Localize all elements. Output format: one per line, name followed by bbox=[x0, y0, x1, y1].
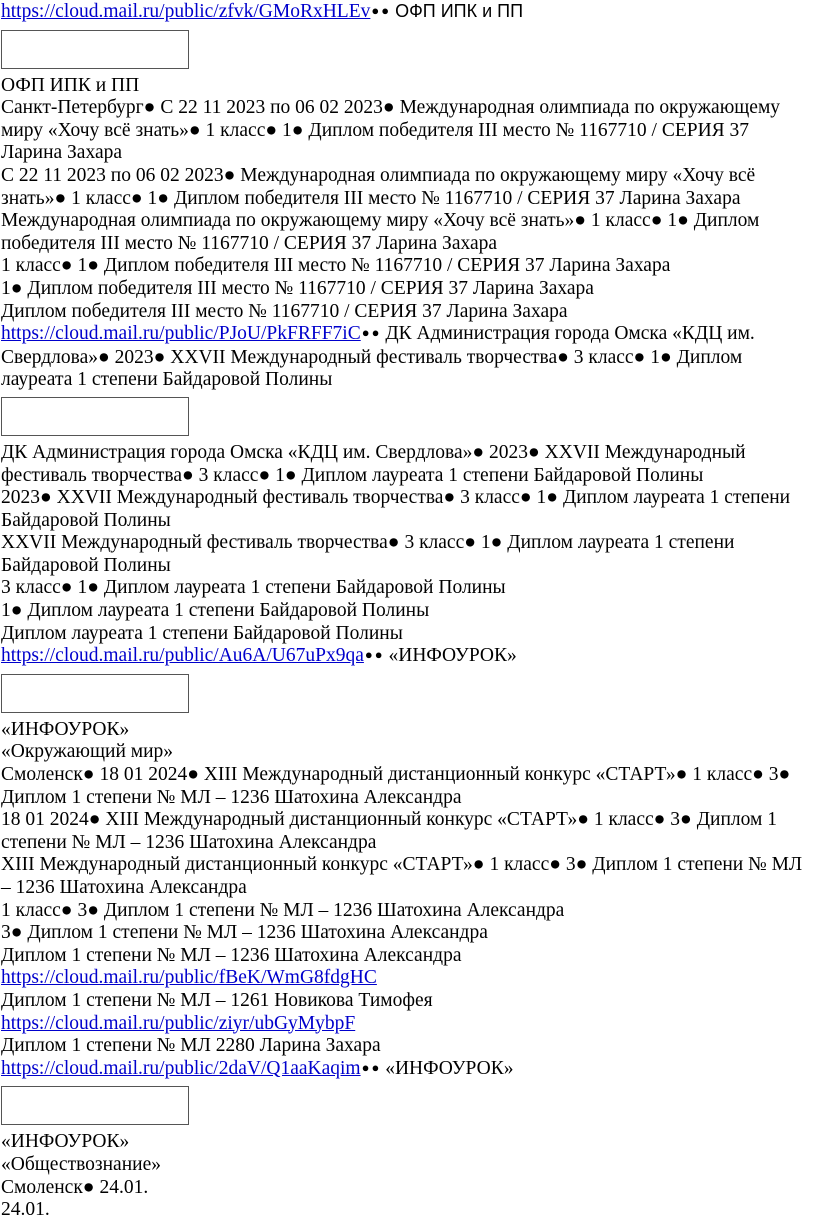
text-line: Международная олимпиада по окружающему миру «Хочу всё знать»● 1 класс● 1● Диплом победителя III место № 1167710 / СЕРИЯ 37 Ларина Захара bbox=[1, 210, 765, 254]
link-line bbox=[1, 0, 814, 25]
text-input-box[interactable] bbox=[1, 674, 189, 713]
text-input-box[interactable] bbox=[1, 1086, 189, 1125]
text-line: Диплом 1 степени № МЛ – 1261 Новикова Тимофея bbox=[1, 989, 433, 1011]
bullet-icon: ● bbox=[374, 647, 383, 663]
text-line: 24.01. bbox=[1, 1199, 50, 1221]
text-line: Санкт-Петербург● С 22 11 2023 по 06 02 2023● Международная олимпиада по окружающему миру «Хочу всё знать»● 1 класс● 1● Диплом победителя III место № 1167710 / СЕРИЯ 37 Ларина Захара bbox=[1, 97, 785, 164]
text-line: 1● Диплом лауреата 1 степени Байдаровой Полины bbox=[1, 600, 430, 622]
link-caption: «ИНФОУРОК» bbox=[383, 645, 517, 667]
link-caption: ДК Администрация города Омска «КДЦ им. Свердлова»● 2023● XXVII Международный фестиваль творчества● 3 класс● 1● Диплом лауреата 1 степени Байдаровой Полины bbox=[1, 323, 760, 391]
text-line: 2023● XXVII Международный фестиваль творчества● 3 класс● 1● Диплом лауреата 1 степени Байдаровой Полины bbox=[1, 487, 795, 531]
text-line: Диплом 1 степени № МЛ 2280 Ларина Захара bbox=[1, 1035, 381, 1057]
text-input-box[interactable] bbox=[1, 30, 189, 69]
text-line: XXVII Международный фестиваль творчества● 3 класс● 1● Диплом лауреата 1 степени Байдаровой Полины bbox=[1, 532, 740, 576]
text-line: Диплом 1 степени № МЛ – 1236 Шатохина Александра bbox=[1, 944, 462, 966]
text-line: Смоленск● 18 01 2024● XIII Международный дистанционный конкурс «СТАРТ»● 1 класс● 3● Диплом 1 степени № МЛ – 1236 Шатохина Александра bbox=[1, 764, 796, 808]
text-line: «ИНФОУРОК» bbox=[1, 718, 130, 740]
cloud-link[interactable]: https://cloud.mail.ru/public/fBeK/WmG8fdgHC bbox=[1, 967, 377, 989]
bullet-icon: ● bbox=[371, 3, 380, 18]
link-line bbox=[1, 1058, 814, 1082]
cloud-link[interactable]: https://cloud.mail.ru/public/Au6A/U67uPx9qa bbox=[1, 645, 364, 667]
text-line: Диплом лауреата 1 степени Байдаровой Полины bbox=[1, 622, 403, 644]
bullet-icon: ● bbox=[371, 1059, 380, 1075]
text-line: 3 класс● 1● Диплом лауреата 1 степени Байдаровой Полины bbox=[1, 577, 506, 599]
text-line: ДК Администрация города Омска «КДЦ им. Свердлова»● 2023● XXVII Международный фестиваль творчества● 3 класс● 1● Диплом лауреата 1 степени Байдаровой Полины bbox=[1, 441, 751, 486]
bullet-icon: ● bbox=[381, 3, 390, 18]
link-line bbox=[1, 323, 814, 392]
text-line: 1 класс● 3● Диплом 1 степени № МЛ – 1236 Шатохина Александра bbox=[1, 899, 565, 921]
text-line: «ИНФОУРОК» bbox=[1, 1131, 130, 1153]
bullet-icon: ● bbox=[364, 647, 373, 663]
text-line: Смоленск● 24.01. bbox=[1, 1176, 149, 1198]
text-line: 18 01 2024● XIII Международный дистанционный конкурс «СТАРТ»● 1 класс● 3● Диплом 1 степени № МЛ – 1236 Шатохина Александра bbox=[1, 809, 782, 853]
link-line bbox=[1, 1013, 814, 1036]
text-line: 1● Диплом победителя III место № 1167710 / СЕРИЯ 37 Ларина Захара bbox=[1, 277, 594, 299]
text-line: 1 класс● 1● Диплом победителя III место № 1167710 / СЕРИЯ 37 Ларина Захара bbox=[1, 255, 671, 277]
link-caption: ОФП ИПК и ПП bbox=[390, 1, 524, 21]
text-line: XIII Международный дистанционный конкурс «СТАРТ»● 1 класс● 3● Диплом 1 степени № МЛ – 1236 Шатохина Александра bbox=[1, 854, 808, 898]
cloud-link[interactable]: https://cloud.mail.ru/public/ziyr/ubGyMybpF bbox=[1, 1012, 356, 1034]
link-line bbox=[1, 645, 814, 669]
text-line: «Окружающий мир» bbox=[1, 741, 174, 763]
bullet-icon: ● bbox=[371, 325, 380, 341]
text-line: «Обществознание» bbox=[1, 1153, 161, 1175]
bullet-icon: ● bbox=[361, 1059, 370, 1075]
cloud-link[interactable]: https://cloud.mail.ru/public/zfvk/GMoRxHLEv bbox=[1, 1, 371, 22]
text-line: 3● Диплом 1 степени № МЛ – 1236 Шатохина Александра bbox=[1, 922, 488, 944]
link-line bbox=[1, 967, 814, 990]
link-caption: «ИНФОУРОК» bbox=[380, 1057, 514, 1079]
cloud-link[interactable]: https://cloud.mail.ru/public/PJoU/PkFRFF7iC bbox=[1, 323, 361, 345]
bullet-icon: ● bbox=[361, 325, 370, 341]
text-line: ОФП ИПК и ПП bbox=[1, 74, 140, 96]
cloud-link[interactable]: https://cloud.mail.ru/public/2daV/Q1aaKaqim bbox=[1, 1057, 361, 1079]
text-input-box[interactable] bbox=[1, 397, 189, 436]
text-line: Диплом победителя III место № 1167710 / СЕРИЯ 37 Ларина Захара bbox=[1, 300, 568, 322]
text-line: С 22 11 2023 по 06 02 2023● Международная олимпиада по окружающему миру «Хочу всё знать»● 1 класс● 1● Диплом победителя III место № 1167710 / СЕРИЯ 37 Ларина Захара bbox=[1, 164, 761, 209]
